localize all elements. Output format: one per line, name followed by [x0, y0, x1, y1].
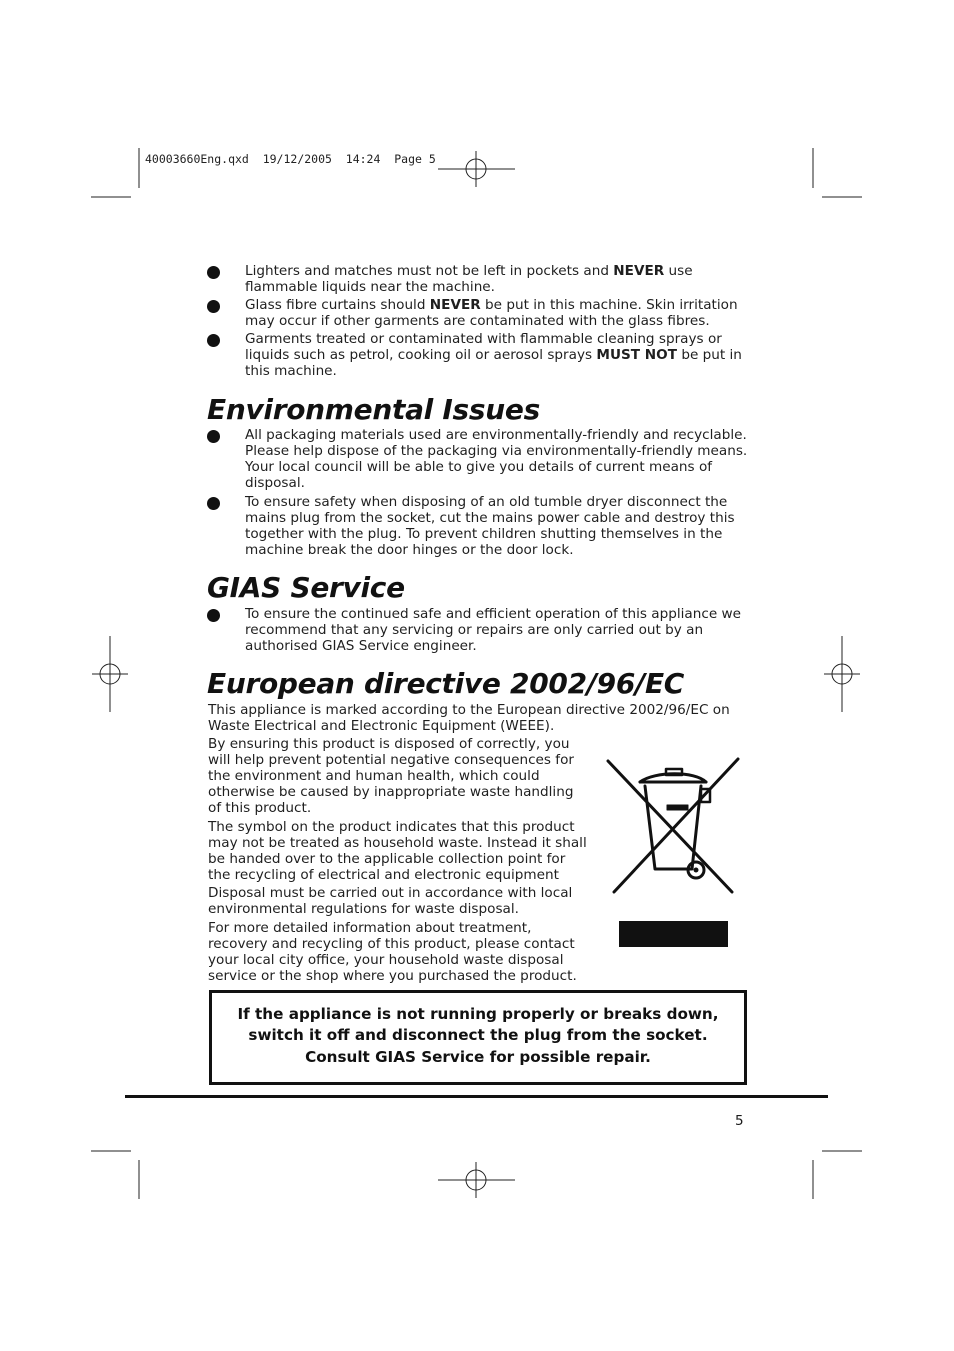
- text-line: this machine.: [245, 363, 337, 380]
- environmental-heading: Environmental Issues: [207, 393, 540, 426]
- bullet-icon: [207, 609, 220, 622]
- text-line: may not be treated as household waste. Instead it shall: [208, 835, 587, 852]
- bullet-icon: [207, 334, 220, 347]
- footer-rule: [125, 1095, 828, 1098]
- notice-line: Consult GIAS Service for possible repair.: [305, 1047, 651, 1066]
- text-line: be handed over to the applicable collection point for: [208, 851, 566, 868]
- text-line: To ensure the continued safe and efficient operation of this appliance we: [245, 606, 741, 622]
- text-line: mains plug from the socket, cut the mains power cable and destroy this: [245, 510, 735, 527]
- text-line: service or the shop where you purchased the product.: [208, 968, 577, 985]
- european-paragraph-3: [208, 819, 587, 883]
- text-line: Please help dispose of the packaging via environmentally-friendly means.: [245, 443, 748, 460]
- bullet-icon: [207, 300, 220, 313]
- intro-bullet-2: [245, 297, 750, 329]
- text-line: flammable liquids near the machine.: [245, 279, 495, 296]
- text-line: Garments treated or contaminated with flammable cleaning sprays or: [245, 331, 722, 347]
- european-paragraph-5: [208, 920, 577, 984]
- intro-bullet-1: [245, 263, 750, 295]
- text-line: disposal.: [245, 475, 305, 492]
- bullet-icon: [207, 266, 220, 279]
- intro-bullet-3: [245, 331, 750, 379]
- text-line: This appliance is marked according to the European directive 2002/96/EC on: [208, 702, 730, 718]
- bullet-icon: [207, 430, 220, 443]
- text-line: Lighters and matches must not be left in pockets and NEVER use: [245, 263, 693, 279]
- european-paragraph-1: [208, 702, 730, 734]
- text-line: Disposal must be carried out in accordance with local: [208, 885, 573, 901]
- text-line: The symbol on the product indicates that this product: [208, 819, 575, 835]
- weee-crossed-bin-icon: [600, 755, 745, 955]
- file-slug: 40003660Eng.qxd 19/12/2005 14:24 Page 5: [145, 152, 436, 166]
- text-line: your local city office, your household waste disposal: [208, 952, 564, 969]
- text-line: liquids such as petrol, cooking oil or aerosol sprays MUST NOT be put in: [245, 347, 742, 364]
- text-line: of this product.: [208, 800, 312, 817]
- notice-line: If the appliance is not running properly or breaks down,: [237, 1005, 719, 1023]
- weee-black-bar: [619, 921, 728, 947]
- repair-notice-text: [212, 1004, 744, 1068]
- text-line: together with the plug. To prevent children shutting themselves in the: [245, 526, 723, 543]
- gias-bullet-1: [245, 606, 750, 654]
- text-line: Waste Electrical and Electronic Equipment (WEEE).: [208, 718, 555, 735]
- european-paragraph-4: [208, 885, 572, 917]
- bullet-icon: [207, 497, 220, 510]
- text-line: machine break the door hinges or the door lock.: [245, 542, 574, 559]
- text-line: To ensure safety when disposing of an old tumble dryer disconnect the: [245, 494, 728, 510]
- environmental-bullet-1: [245, 427, 750, 491]
- text-line: Glass fibre curtains should NEVER be put in this machine. Skin irritation: [245, 297, 738, 313]
- text-line: environmental regulations for waste disposal.: [208, 901, 519, 918]
- text-line: will help prevent potential negative consequences for: [208, 752, 575, 769]
- text-line: the environment and human health, which could: [208, 768, 540, 785]
- text-line: By ensuring this product is disposed of correctly, you: [208, 736, 570, 752]
- text-line: For more detailed information about treatment,: [208, 920, 532, 936]
- european-paragraph-2: [208, 736, 574, 816]
- european-heading: European directive 2002/96/EC: [207, 667, 685, 700]
- text-line: recommend that any servicing or repairs are only carried out by an: [245, 622, 704, 639]
- text-line: All packaging materials used are environmentally-friendly and recyclable.: [245, 427, 747, 443]
- repair-notice-box: [209, 990, 747, 1085]
- notice-line: switch it off and disconnect the plug from the socket.: [248, 1026, 708, 1045]
- text-line: authorised GIAS Service engineer.: [245, 638, 477, 655]
- page-number: 5: [735, 1113, 744, 1129]
- text-line: Your local council will be able to give you details of current means of: [245, 459, 713, 476]
- text-line: the recycling of electrical and electronic equipment: [208, 867, 559, 884]
- text-line: otherwise be caused by inappropriate waste handling: [208, 784, 574, 801]
- text-line: may occur if other garments are contaminated with the glass fibres.: [245, 313, 710, 330]
- gias-heading: GIAS Service: [207, 571, 405, 604]
- text-line: recovery and recycling of this product, please contact: [208, 936, 575, 953]
- environmental-bullet-2: [245, 494, 750, 558]
